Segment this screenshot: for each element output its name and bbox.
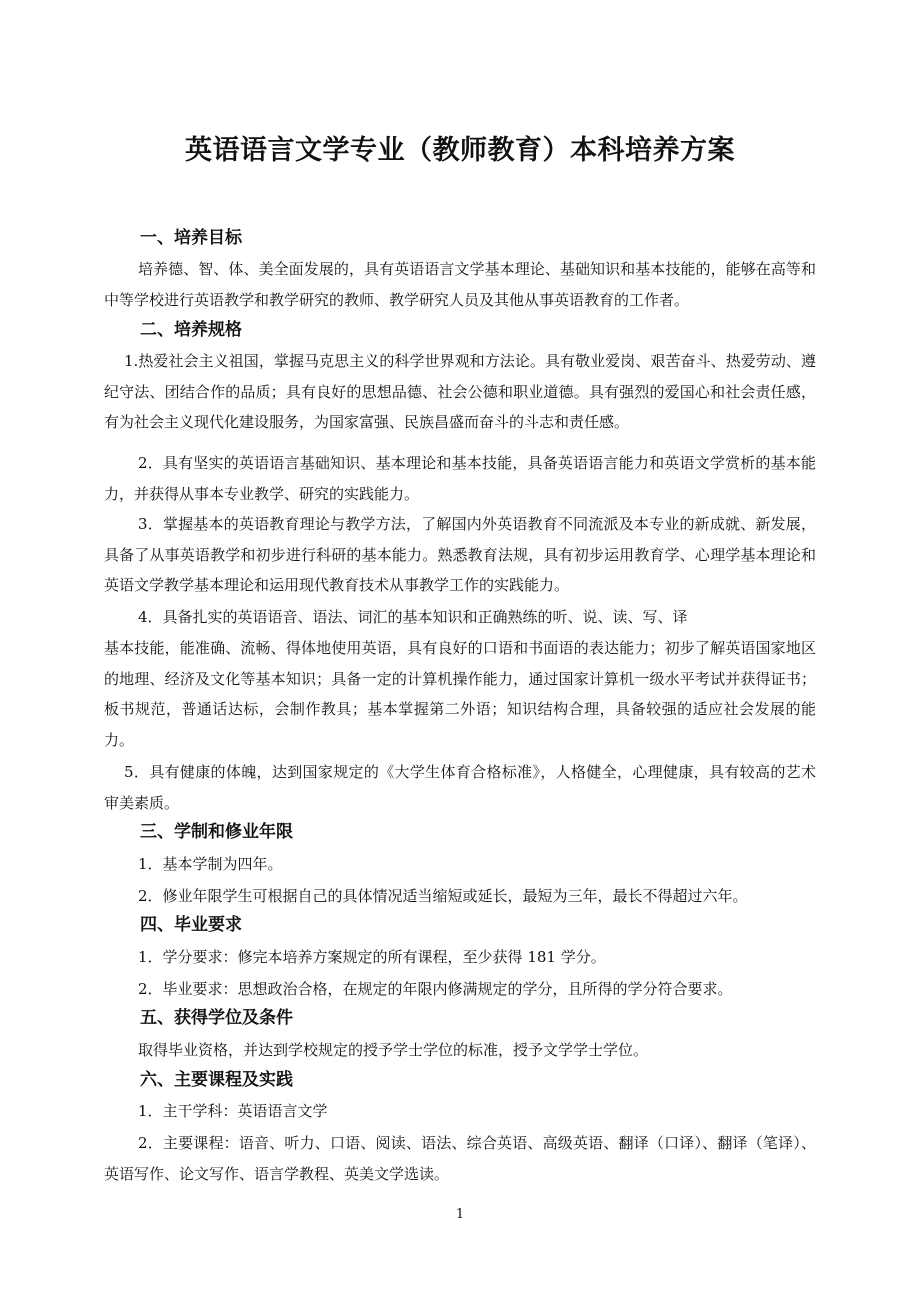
section-heading-duration: 三、学制和修业年限 [140, 822, 293, 842]
section-heading-degree: 五、获得学位及条件 [140, 1008, 293, 1028]
section-heading-graduation: 四、毕业要求 [140, 915, 242, 935]
objectives-paragraph: 培养德、智、体、美全面发展的，具有英语语言文学基本理论、基础知识和基本技能的，能够在高等和中等学校进行英语教学和教学研究的教师、教学研究人员及其他从事英语教育的工作者。 [104, 260, 816, 309]
specification-item-1: 1.热爱社会主义祖国，掌握马克思主义的科学世界观和方法论。具有敬业爱岗、艰苦奋斗、热爱劳动、遵纪守法、团结合作的品质；具有良好的思想品德、社会公德和职业道德。具有强烈的爱国心和社会责任感，有为社会主义现代化建设服务，为国家富强、民族昌盛而奋斗的斗志和责任感。 [104, 352, 816, 431]
section-heading-courses: 六、主要课程及实践 [140, 1070, 293, 1090]
specification-item-4-rest: 基本技能，能准确、流畅、得体地使用英语，具有良好的口语和书面语的表达能力；初步了解英语国家地区的地理、经济及文化等基本知识；具备一定的计算机操作能力，通过国家计算机一级水平考试并获得证书；板书规范，普通话达标，会制作教具；基本掌握第二外语；知识结构合理，具备较强的适应社会发展的能力。 [104, 639, 816, 749]
page-number: 1 [455, 1207, 465, 1222]
graduation-item-1: 1．学分要求：修完本培养方案规定的所有课程，至少获得 181 学分。 [138, 948, 606, 966]
specification-item-4-first-line: 4．具备扎实的英语语音、语法、词汇的基本知识和正确熟练的听、说、读、写、译 [138, 608, 688, 626]
specification-item-2: 2．具有坚实的英语语言基础知识、基本理论和基本技能，具备英语语言能力和英语文学赏析的基本能力，并获得从事本专业教学、研究的实践能力。 [104, 454, 816, 503]
duration-item-1: 1．基本学制为四年。 [138, 855, 283, 873]
section-heading-specifications: 二、培养规格 [140, 320, 242, 340]
courses-item-2: 2．主要课程：语音、听力、口语、阅读、语法、综合英语、高级英语、翻译（口译）、翻译（笔译）、英语写作、论文写作、语言学教程、英美文学选读。 [104, 1134, 816, 1183]
document-title: 英语语言文学专业（教师教育）本科培养方案 [185, 135, 735, 166]
degree-paragraph: 取得毕业资格，并达到学校规定的授予学士学位的标准，授予文学学士学位。 [138, 1041, 649, 1059]
section-heading-objectives: 一、培养目标 [140, 228, 242, 248]
courses-item-1: 1．主干学科：英语语言文学 [138, 1102, 328, 1120]
duration-item-2: 2．修业年限学生可根据自己的具体情况适当缩短或延长，最短为三年，最长不得超过六年。 [138, 887, 748, 905]
specification-item-3: 3．掌握基本的英语教育理论与教学方法，了解国内外英语教育不同流派及本专业的新成就、新发展，具备了从事英语教学和初步进行科研的基本能力。熟悉教育法规，具有初步运用教育学、心理学基本理论和英语文学教学基本理论和运用现代教育技术从事教学工作的实践能力。 [104, 515, 816, 594]
graduation-item-2: 2．毕业要求：思想政治合格，在规定的年限内修满规定的学分，且所得的学分符合要求。 [138, 980, 733, 998]
specification-item-5: 5．具有健康的体魄，达到国家规定的《大学生体育合格标准》，人格健全，心理健康，具有较高的艺术审美素质。 [104, 763, 816, 812]
